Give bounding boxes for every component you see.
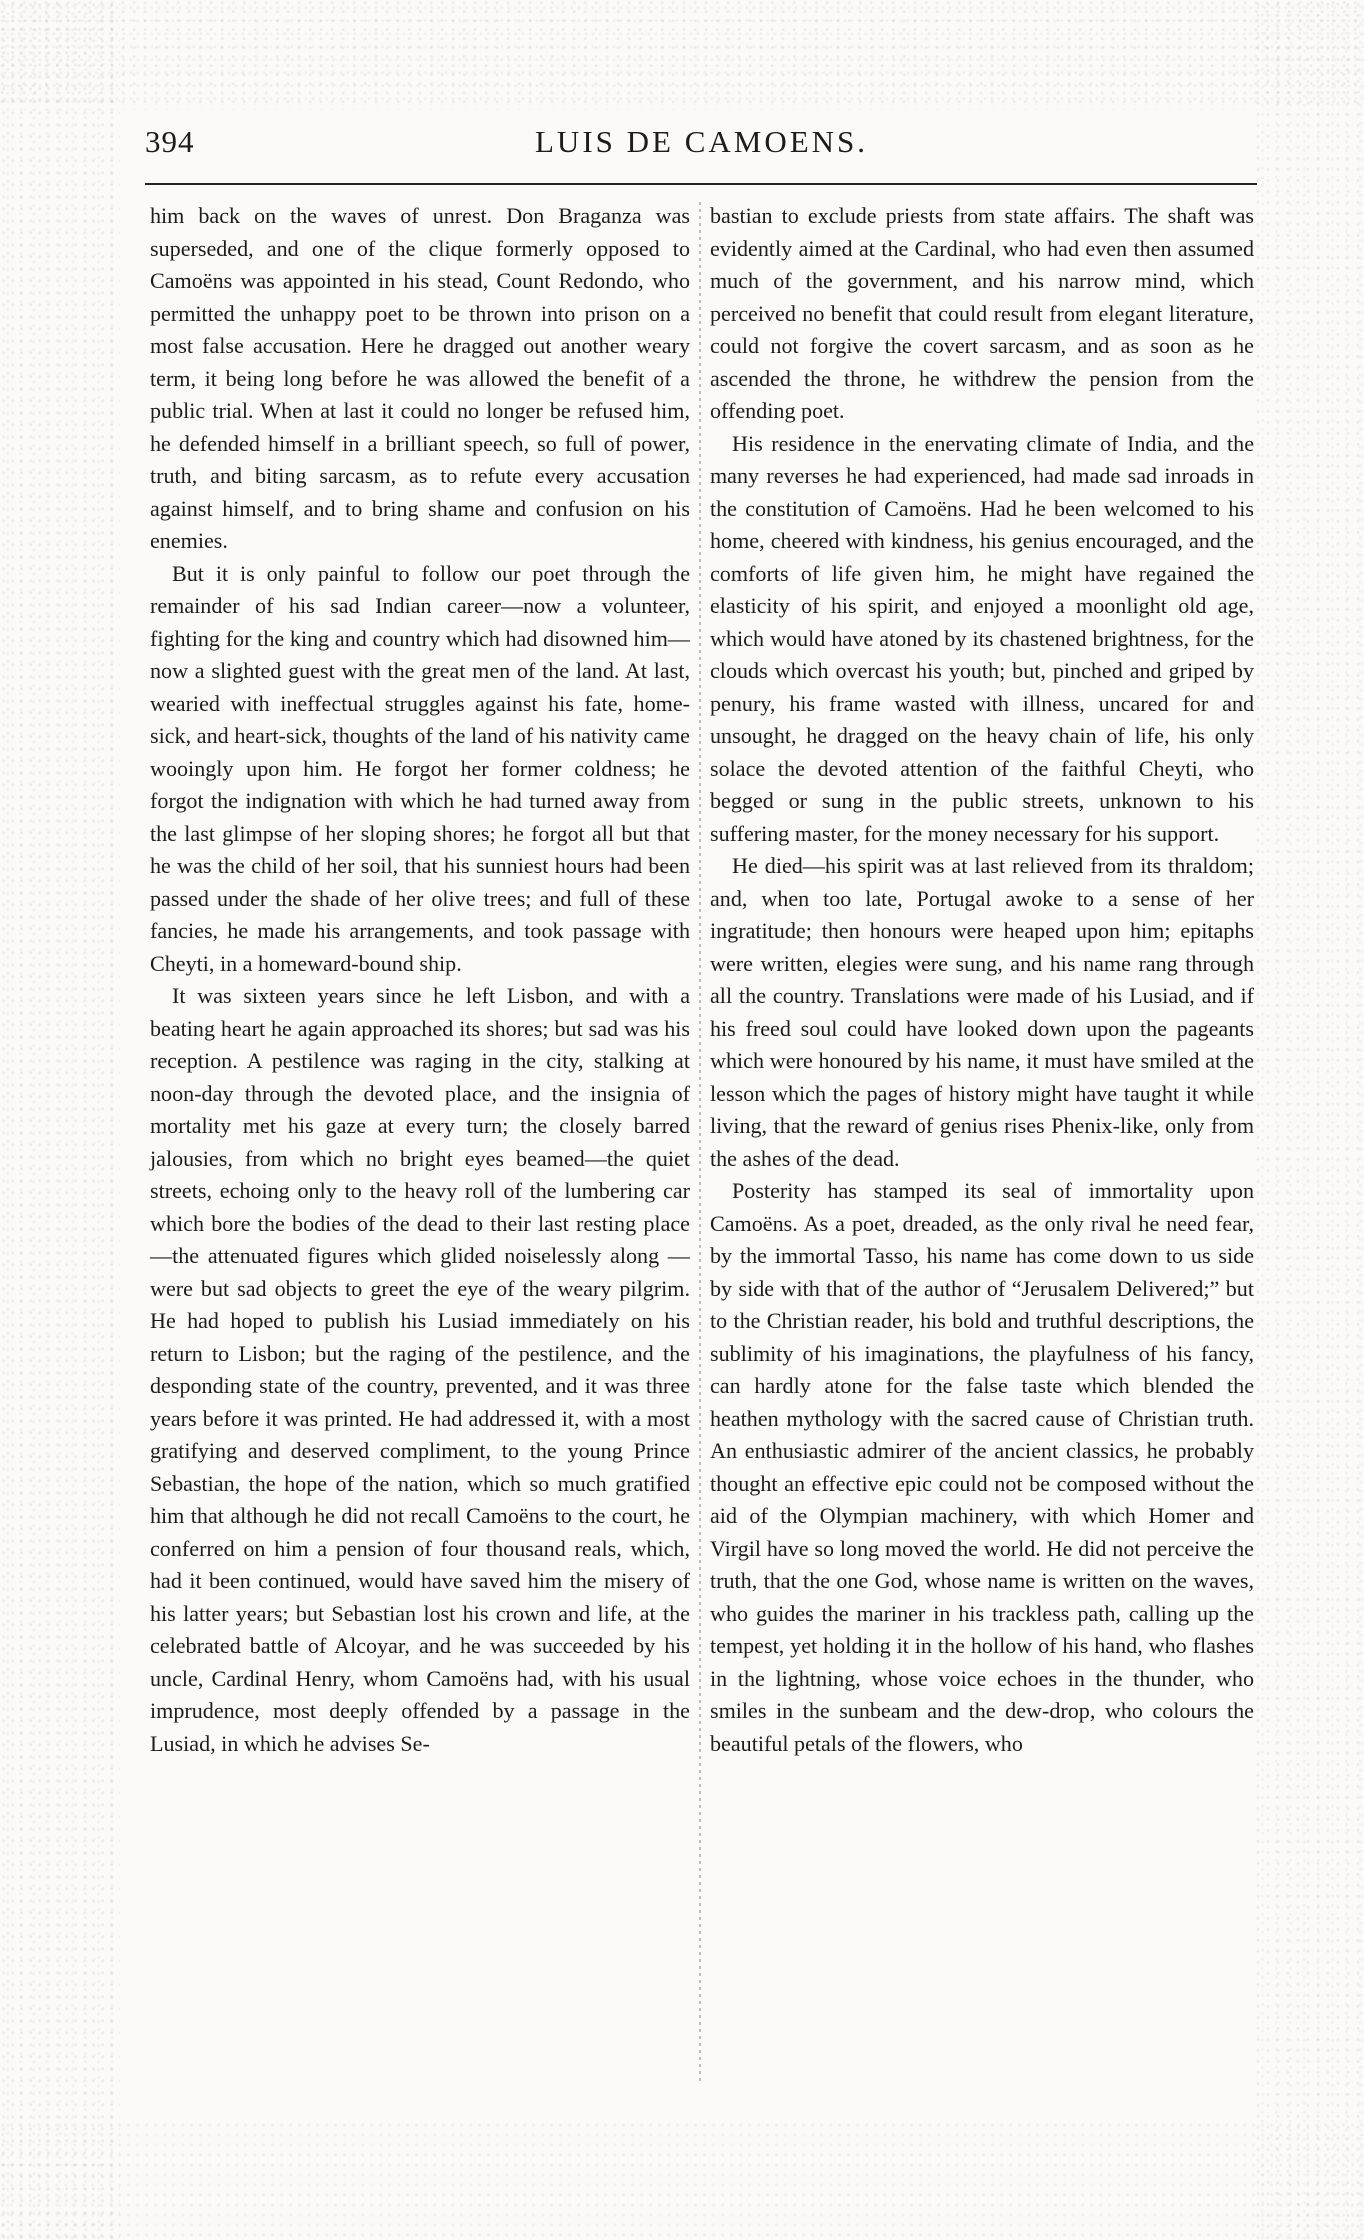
header-rule — [145, 183, 1257, 185]
paragraph: It was sixteen years since he left Lisbon, and with a beating heart he again approached its shores; but sad was his reception. A pestilence was raging in the city, stalking at noon-day through the devoted place, and the insignia of mortality met his gaze at every turn; the closely barred jalousies, from which no bright eyes beamed—the quiet streets, echoing only to the heavy roll of the lumbering car which bore the bodies of the dead to their last resting place—the attenuated figures which glided noiselessly along —were but sad objects to greet the eye of the weary pilgrim. He had hoped to publish his Lusiad immediately on his return to Lisbon; but the raging of the pestilence, and the desponding state of the country, prevented, and it was three years before it was printed. He had addressed it, with a most gratifying and deserved compliment, to the young Prince Sebastian, the hope of the nation, which so much gratified him that although he did not recall Camoëns to the court, he conferred on him a pension of four thousand reals, which, had it been continued, would have saved him the misery of his latter years; but Sebastian lost his crown and life, at the celebrated battle of Alcoyar, and he was succeeded by his uncle, Cardinal Henry, whom Camoëns had, with his usual imprudence, most deeply offended by a passage in the Lusiad, in which he advises Se- — [150, 983, 690, 1756]
right-column — [710, 200, 1254, 1760]
scan-noise-left — [0, 0, 120, 2240]
column-divider — [699, 202, 701, 2082]
scan-noise-top — [0, 0, 1364, 110]
page-number: 394 — [145, 124, 195, 159]
running-title: LUIS DE CAMOENS. — [535, 124, 869, 159]
paragraph: He died—his spirit was at last relieved from its thraldom; and, when too late, Portugal awoke to a sense of her ingratitude; then honours were heaped upon him; epitaphs were written, elegies were sung, and his name rang through all the country. Translations were made of his Lusiad, and if his freed soul could have looked down upon the pageants which were honoured by his name, it must have smiled at the lesson which the pages of history might have taught it while living, that the reward of genius rises Phenix-like, only from the ashes of the dead. — [710, 853, 1254, 1171]
paragraph: But it is only painful to follow our poet through the remainder of his sad Indian career—now a volunteer, fighting for the king and country which had disowned him—now a slighted guest with the great men of the land. At last, wearied with ineffectual struggles against his fate, home-sick, and heart-sick, thoughts of the land of his nativity came wooingly upon him. He forgot her former coldness; he forgot the indignation with which he had turned away from the last glimpse of her sloping shores; he forgot all but that he was the child of her soil, that his sunniest hours had been passed under the shade of her olive trees; and full of these fancies, he made his arrangements, and took passage with Cheyti, in a homeward-bound ship. — [150, 560, 690, 976]
scan-noise-bottom — [0, 2120, 1364, 2240]
paragraph: His residence in the enervating climate of India, and the many reverses he had experienced, had made sad inroads in the constitution of Camoëns. Had he been welcomed to his home, cheered with kindness, his genius encouraged, and the comforts of life given him, he might have regained the elasticity of his spirit, and enjoyed a moonlight old age, which would have atoned by its chastened brightness, for the clouds which overcast his youth; but, pinched and griped by penury, his frame wasted with illness, uncared for and unsought, he dragged on the heavy chain of life, his only solace the devoted attention of the faithful Cheyti, who begged or sung in the public streets, unknown to his suffering master, for the money necessary for his support. — [710, 430, 1254, 846]
paragraph: him back on the waves of unrest. Don Braganza was superseded, and one of the clique formerly opposed to Camoëns was appointed in his stead, Count Redondo, who permitted the unhappy poet to be thrown into prison on a most false accusation. Here he dragged out another weary term, it being long before he was allowed the benefit of a public trial. When at last it could no longer be refused him, he defended himself in a brilliant speech, so full of power, truth, and biting sarcasm, as to refute every accusation against himself, and to bring shame and confusion on his enemies. — [150, 203, 690, 553]
paragraph: Posterity has stamped its seal of immortality upon Camoëns. As a poet, dreaded, as the only rival he need fear, by the immortal Tasso, his name has come down to us side by side with that of the author of “Jerusalem Delivered;” but to the Christian reader, his bold and truthful descriptions, the sublimity of his imaginations, the playfulness of his fancy, can hardly atone for the false taste which blended the heathen mythology with the sacred cause of Christian truth. An enthusiastic admirer of the ancient classics, he probably thought an effective epic could not be composed without the aid of the Olympian machinery, with which Homer and Virgil have so long moved the world. He did not perceive the truth, that the one God, whose name is written on the waves, who guides the mariner in his trackless path, calling up the tempest, yet holding it in the hollow of his hand, who flashes in the lightning, whose voice echoes in the thunder, who smiles in the sunbeam and the dew-drop, who colours the beautiful petals of the flowers, who — [710, 1178, 1254, 1756]
left-column — [150, 200, 690, 1760]
scan-noise-right — [1254, 0, 1364, 2240]
paragraph: bastian to exclude priests from state affairs. The shaft was evidently aimed at the Cardinal, who had even then assumed much of the government, and his narrow mind, which perceived no benefit that could result from elegant literature, could not forgive the covert sarcasm, and as soon as he ascended the throne, he withdrew the pension from the offending poet. — [710, 203, 1254, 423]
page-header — [145, 124, 1255, 170]
